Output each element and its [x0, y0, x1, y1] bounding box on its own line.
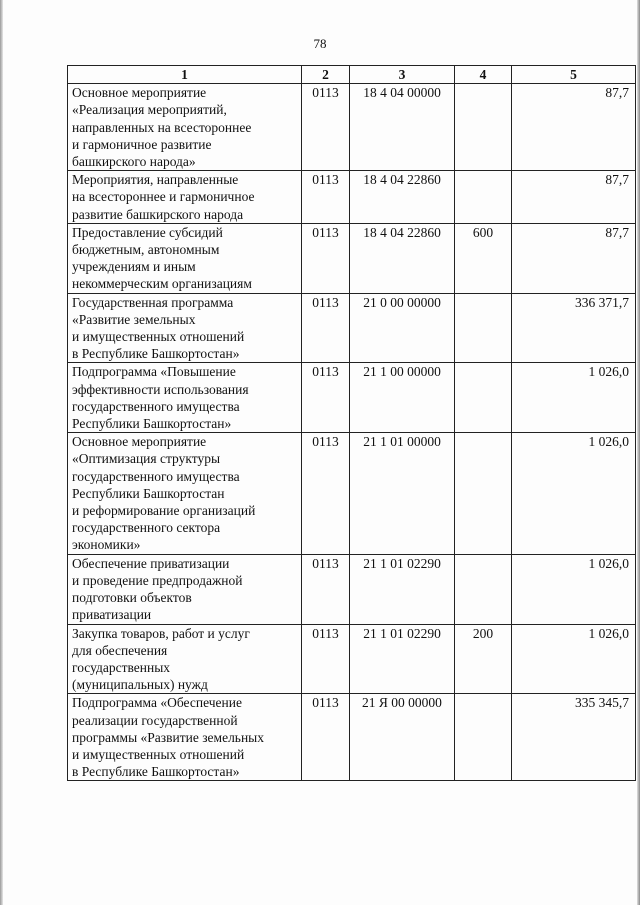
budget-table — [67, 65, 636, 781]
cell-amount: 87,7 — [512, 171, 636, 224]
page-number: 78 — [313, 36, 327, 51]
cell-name-line: и реформирование организаций — [72, 503, 256, 519]
cell-name-line: Подпрограмма «Обеспечение — [72, 695, 242, 711]
column-header-4: 4 — [455, 66, 512, 84]
cell-name-line: и проведение предпродажной — [72, 572, 243, 588]
cell-name-line: экономики» — [72, 537, 141, 553]
cell-expense-type — [455, 694, 512, 781]
cell-name-line: развитие башкирского народа — [72, 206, 244, 222]
cell-expense-type — [455, 554, 512, 624]
cell-name — [68, 694, 302, 781]
cell-name-line: Мероприятия, направленные — [72, 172, 239, 188]
cell-name-line: и имущественных отношений — [72, 746, 245, 762]
cell-name-line: Обеспечение приватизации — [72, 555, 230, 571]
table-row — [68, 433, 636, 554]
cell-amount: 1 026,0 — [512, 624, 636, 694]
cell-name-line: на всестороннее и гармоничное — [72, 189, 255, 205]
column-header-2: 2 — [302, 66, 350, 84]
cell-name-line: Основное мероприятие — [72, 85, 207, 101]
cell-amount: 87,7 — [512, 223, 636, 293]
cell-section-code: 0113 — [302, 171, 350, 224]
table-row — [68, 223, 636, 293]
table-body — [68, 84, 636, 781]
cell-name-line: приватизации — [72, 607, 152, 623]
cell-name — [68, 433, 302, 554]
table-header-row — [68, 66, 636, 84]
cell-name-line: «Оптимизация структуры — [72, 451, 221, 467]
cell-expense-type — [455, 171, 512, 224]
cell-section-code: 0113 — [302, 694, 350, 781]
cell-name-line: подготовки объектов — [72, 590, 192, 606]
cell-amount: 336 371,7 — [512, 293, 636, 363]
table-row — [68, 624, 636, 694]
cell-name-line: в Республике Башкортостан» — [72, 764, 240, 780]
budget-table-container — [67, 65, 636, 781]
cell-name-line: государственного сектора — [72, 520, 221, 536]
cell-name — [68, 84, 302, 171]
cell-target-article: 18 4 04 00000 — [350, 84, 455, 171]
scan-edge-left — [0, 0, 3, 905]
cell-target-article: 21 1 01 02290 — [350, 554, 455, 624]
cell-section-code: 0113 — [302, 554, 350, 624]
cell-name-line: «Развитие земельных — [72, 311, 196, 327]
cell-name — [68, 293, 302, 363]
cell-name-line: государственного имущества — [72, 468, 240, 484]
cell-amount: 1 026,0 — [512, 363, 636, 433]
cell-name-line: для обеспечения — [72, 642, 168, 658]
cell-name-line: и гармоничное развитие — [72, 136, 212, 152]
table-row — [68, 293, 636, 363]
table-row — [68, 363, 636, 433]
cell-name — [68, 624, 302, 694]
cell-section-code: 0113 — [302, 293, 350, 363]
cell-target-article: 21 Я 00 00000 — [350, 694, 455, 781]
cell-name-line: и имущественных отношений — [72, 329, 245, 345]
cell-name-line: реализации государственной — [72, 712, 238, 728]
cell-name — [68, 554, 302, 624]
cell-amount: 335 345,7 — [512, 694, 636, 781]
cell-name-line: Государственная программа — [72, 294, 234, 310]
table-row — [68, 171, 636, 224]
cell-name-line: (муниципальных) нужд — [72, 677, 208, 693]
cell-name-line: государственного имущества — [72, 398, 240, 414]
cell-name-line: Республики Башкортостан — [72, 485, 225, 501]
column-header-3: 3 — [350, 66, 455, 84]
cell-name-line: бюджетным, автономным — [72, 242, 220, 258]
cell-expense-type: 600 — [455, 223, 512, 293]
table-row — [68, 554, 636, 624]
cell-section-code: 0113 — [302, 223, 350, 293]
cell-name-line: Подпрограмма «Повышение — [72, 364, 236, 380]
cell-expense-type — [455, 433, 512, 554]
cell-expense-type: 200 — [455, 624, 512, 694]
column-header-5: 5 — [512, 66, 636, 84]
table-row — [68, 84, 636, 171]
cell-amount: 1 026,0 — [512, 433, 636, 554]
cell-amount: 87,7 — [512, 84, 636, 171]
cell-name-line: учреждениям и иным — [72, 259, 196, 275]
cell-section-code: 0113 — [302, 433, 350, 554]
cell-name — [68, 223, 302, 293]
cell-target-article: 21 0 00 00000 — [350, 293, 455, 363]
cell-name — [68, 363, 302, 433]
cell-amount: 1 026,0 — [512, 554, 636, 624]
cell-target-article: 18 4 04 22860 — [350, 223, 455, 293]
cell-name-line: программы «Развитие земельных — [72, 729, 265, 745]
cell-name-line: «Реализация мероприятий, — [72, 102, 227, 118]
cell-name-line: некоммерческим организациям — [72, 276, 252, 292]
cell-name-line: в Республике Башкортостан» — [72, 346, 240, 362]
cell-section-code: 0113 — [302, 84, 350, 171]
cell-name-line: Предоставление субсидий — [72, 224, 223, 240]
cell-expense-type — [455, 84, 512, 171]
cell-name-line: государственных — [72, 659, 171, 675]
cell-name-line: эффективности использования — [72, 381, 249, 397]
cell-name — [68, 171, 302, 224]
cell-name-line: Закупка товаров, работ и услуг — [72, 625, 250, 641]
cell-target-article: 21 1 00 00000 — [350, 363, 455, 433]
cell-target-article: 18 4 04 22860 — [350, 171, 455, 224]
cell-section-code: 0113 — [302, 363, 350, 433]
cell-name-line: направленных на всестороннее — [72, 119, 252, 135]
cell-target-article: 21 1 01 00000 — [350, 433, 455, 554]
cell-expense-type — [455, 293, 512, 363]
cell-expense-type — [455, 363, 512, 433]
cell-name-line: башкирского народа» — [72, 154, 196, 170]
cell-name-line: Основное мероприятие — [72, 434, 207, 450]
table-row — [68, 694, 636, 781]
cell-section-code: 0113 — [302, 624, 350, 694]
cell-name-line: Республики Башкортостан» — [72, 416, 232, 432]
cell-target-article: 21 1 01 02290 — [350, 624, 455, 694]
column-header-1: 1 — [68, 66, 302, 84]
